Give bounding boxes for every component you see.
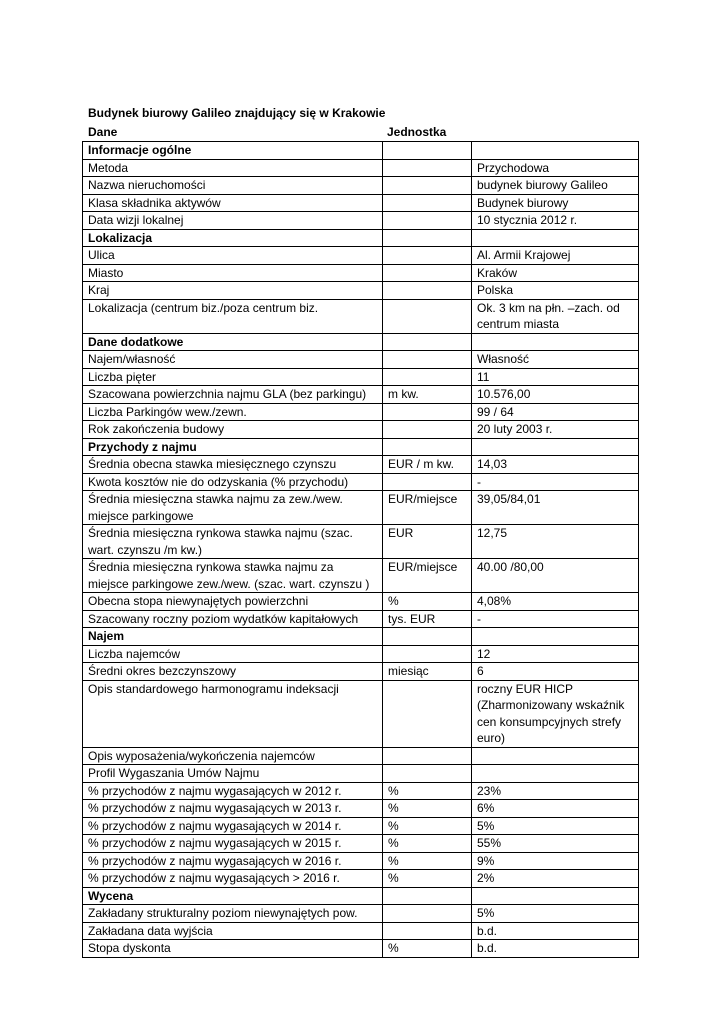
row-label-cell: Średni okres bezczynszowy xyxy=(83,663,383,681)
row-label-cell: Wycena xyxy=(83,887,383,905)
table-row xyxy=(83,593,639,611)
row-value-cell: b.d. xyxy=(472,940,639,958)
row-label-cell: Średnia miesięczna rynkowa stawka najmu za miejsce parkingowe zew./wew. (szac. wart. czynszu ) xyxy=(83,559,383,593)
row-value-cell: 40.00 /80,00 xyxy=(472,559,639,593)
row-value-cell xyxy=(472,438,639,456)
row-label-cell: Liczba najemców xyxy=(83,645,383,663)
column-header-jednostka: Jednostka xyxy=(387,125,447,139)
row-unit-cell xyxy=(383,299,472,333)
row-label-cell: Lokalizacja (centrum biz./poza centrum biz. xyxy=(83,299,383,333)
row-value-cell: - xyxy=(472,610,639,628)
row-unit-cell xyxy=(383,333,472,351)
row-unit-cell xyxy=(383,765,472,783)
table-row xyxy=(83,747,639,765)
row-value-cell: 5% xyxy=(472,905,639,923)
section-row xyxy=(83,438,639,456)
row-label-cell: Metoda xyxy=(83,159,383,177)
row-unit-cell xyxy=(383,177,472,195)
row-unit-cell xyxy=(383,922,472,940)
row-value-cell: Przychodowa xyxy=(472,159,639,177)
row-value-cell: 55% xyxy=(472,835,639,853)
row-label-cell: Ulica xyxy=(83,247,383,265)
table-row xyxy=(83,403,639,421)
row-unit-cell: tys. EUR xyxy=(383,610,472,628)
row-label-cell: Miasto xyxy=(83,264,383,282)
row-value-cell: 14,03 xyxy=(472,456,639,474)
row-value-cell: 10 stycznia 2012 r. xyxy=(472,212,639,230)
row-value-cell xyxy=(472,765,639,783)
row-label-cell: % przychodów z najmu wygasających w 2012 r. xyxy=(83,782,383,800)
row-value-cell: Polska xyxy=(472,282,639,300)
row-label-cell: Dane dodatkowe xyxy=(83,333,383,351)
row-unit-cell xyxy=(383,229,472,247)
row-value-cell: Al. Armii Krajowej xyxy=(472,247,639,265)
table-row xyxy=(83,852,639,870)
row-label-cell: Szacowany roczny poziom wydatków kapitałowych xyxy=(83,610,383,628)
row-value-cell: 11 xyxy=(472,368,639,386)
row-label-cell: Kraj xyxy=(83,282,383,300)
table-row xyxy=(83,368,639,386)
row-label-cell: Zakładany strukturalny poziom niewynajętych pow. xyxy=(83,905,383,923)
row-unit-cell: EUR/miejsce xyxy=(383,559,472,593)
table-row xyxy=(83,680,639,747)
row-value-cell xyxy=(472,333,639,351)
row-label-cell: Średnia obecna stawka miesięcznego czynszu xyxy=(83,456,383,474)
row-unit-cell xyxy=(383,351,472,369)
document-title: Budynek biurowy Galileo znajdujący się w Krakowie xyxy=(88,106,386,120)
row-unit-cell xyxy=(383,142,472,160)
table-row xyxy=(83,559,639,593)
section-row xyxy=(83,229,639,247)
row-label-cell: Najem xyxy=(83,628,383,646)
row-label-cell: Kwota kosztów nie do odzyskania (% przychodu) xyxy=(83,473,383,491)
row-label-cell: Liczba Parkingów wew./zewn. xyxy=(83,403,383,421)
table-row xyxy=(83,247,639,265)
row-label-cell: Najem/własność xyxy=(83,351,383,369)
column-header-dane: Dane xyxy=(88,125,118,139)
table-row xyxy=(83,663,639,681)
row-label-cell: Opis wyposażenia/wykończenia najemców xyxy=(83,747,383,765)
row-value-cell: 6% xyxy=(472,800,639,818)
row-value-cell: 5% xyxy=(472,817,639,835)
row-label-cell: Rok zakończenia budowy xyxy=(83,421,383,439)
row-value-cell: Budynek biurowy xyxy=(472,194,639,212)
row-value-cell: 99 / 64 xyxy=(472,403,639,421)
row-value-cell: 2% xyxy=(472,870,639,888)
table-row xyxy=(83,782,639,800)
row-value-cell xyxy=(472,229,639,247)
table-row xyxy=(83,870,639,888)
row-value-cell xyxy=(472,887,639,905)
table-row xyxy=(83,645,639,663)
row-label-cell: % przychodów z najmu wygasających w 2014 r. xyxy=(83,817,383,835)
table-row xyxy=(83,421,639,439)
row-label-cell: % przychodów z najmu wygasających w 2016 r. xyxy=(83,852,383,870)
row-label-cell: Profil Wygaszania Umów Najmu xyxy=(83,765,383,783)
section-row xyxy=(83,142,639,160)
row-unit-cell xyxy=(383,368,472,386)
table-row xyxy=(83,905,639,923)
row-value-cell xyxy=(472,747,639,765)
table-row xyxy=(83,299,639,333)
row-label-cell: Nazwa nieruchomości xyxy=(83,177,383,195)
row-value-cell: 6 xyxy=(472,663,639,681)
row-value-cell: Ok. 3 km na płn. –zach. od centrum miasta xyxy=(472,299,639,333)
row-value-cell xyxy=(472,142,639,160)
row-unit-cell: % xyxy=(383,835,472,853)
section-row xyxy=(83,628,639,646)
table-row xyxy=(83,473,639,491)
table-row xyxy=(83,212,639,230)
table-row xyxy=(83,765,639,783)
row-label-cell: Klasa składnika aktywów xyxy=(83,194,383,212)
row-value-cell: 39,05/84,01 xyxy=(472,491,639,525)
row-label-cell: Liczba pięter xyxy=(83,368,383,386)
table-row xyxy=(83,194,639,212)
row-value-cell xyxy=(472,628,639,646)
table-row xyxy=(83,610,639,628)
table-row xyxy=(83,817,639,835)
row-unit-cell: % xyxy=(383,852,472,870)
row-label-cell: % przychodów z najmu wygasających w 2013 r. xyxy=(83,800,383,818)
table-row xyxy=(83,159,639,177)
row-unit-cell xyxy=(383,159,472,177)
row-value-cell: 4,08% xyxy=(472,593,639,611)
row-value-cell: 20 luty 2003 r. xyxy=(472,421,639,439)
row-label-cell: Informacje ogólne xyxy=(83,142,383,160)
table-row xyxy=(83,282,639,300)
section-row xyxy=(83,887,639,905)
row-value-cell: budynek biurowy Galileo xyxy=(472,177,639,195)
row-label-cell: % przychodów z najmu wygasających > 2016 r. xyxy=(83,870,383,888)
row-unit-cell xyxy=(383,887,472,905)
row-unit-cell xyxy=(383,212,472,230)
row-unit-cell xyxy=(383,194,472,212)
table-row xyxy=(83,456,639,474)
table-row xyxy=(83,491,639,525)
row-unit-cell: EUR/miejsce xyxy=(383,491,472,525)
row-unit-cell xyxy=(383,628,472,646)
row-value-cell: - xyxy=(472,473,639,491)
row-value-cell: Własność xyxy=(472,351,639,369)
table-row xyxy=(83,264,639,282)
row-value-cell: 10.576,00 xyxy=(472,386,639,404)
row-unit-cell: % xyxy=(383,817,472,835)
table-row xyxy=(83,922,639,940)
table-row xyxy=(83,800,639,818)
row-value-cell: b.d. xyxy=(472,922,639,940)
row-label-cell: Lokalizacja xyxy=(83,229,383,247)
row-value-cell: 12 xyxy=(472,645,639,663)
row-unit-cell xyxy=(383,282,472,300)
row-unit-cell xyxy=(383,680,472,747)
property-data-table xyxy=(82,141,639,958)
table-row xyxy=(83,525,639,559)
row-label-cell: Obecna stopa niewynajętych powierzchni xyxy=(83,593,383,611)
table-row xyxy=(83,177,639,195)
row-unit-cell xyxy=(383,645,472,663)
section-row xyxy=(83,333,639,351)
row-label-cell: Przychody z najmu xyxy=(83,438,383,456)
row-value-cell: 12,75 xyxy=(472,525,639,559)
row-unit-cell xyxy=(383,747,472,765)
row-label-cell: Zakładana data wyjścia xyxy=(83,922,383,940)
row-label-cell: Średnia miesięczna stawka najmu za zew./wew. miejsce parkingowe xyxy=(83,491,383,525)
row-unit-cell xyxy=(383,905,472,923)
row-label-cell: Średnia miesięczna rynkowa stawka najmu (szac. wart. czynszu /m kw.) xyxy=(83,525,383,559)
row-value-cell: roczny EUR HICP (Zharmonizowany wskaźnik cen konsumpcyjnych strefy euro) xyxy=(472,680,639,747)
table-row xyxy=(83,351,639,369)
row-unit-cell: % xyxy=(383,940,472,958)
row-unit-cell: % xyxy=(383,782,472,800)
table-row xyxy=(83,835,639,853)
row-unit-cell: EUR / m kw. xyxy=(383,456,472,474)
row-unit-cell: % xyxy=(383,870,472,888)
row-label-cell: % przychodów z najmu wygasających w 2015 r. xyxy=(83,835,383,853)
row-unit-cell: m kw. xyxy=(383,386,472,404)
row-unit-cell: miesiąc xyxy=(383,663,472,681)
table-row xyxy=(83,940,639,958)
row-unit-cell xyxy=(383,247,472,265)
row-value-cell: 23% xyxy=(472,782,639,800)
row-unit-cell xyxy=(383,403,472,421)
row-label-cell: Opis standardowego harmonogramu indeksacji xyxy=(83,680,383,747)
row-label-cell: Stopa dyskonta xyxy=(83,940,383,958)
row-unit-cell: % xyxy=(383,593,472,611)
row-value-cell: 9% xyxy=(472,852,639,870)
row-unit-cell xyxy=(383,473,472,491)
table-row xyxy=(83,386,639,404)
row-unit-cell xyxy=(383,421,472,439)
row-unit-cell xyxy=(383,264,472,282)
row-value-cell: Kraków xyxy=(472,264,639,282)
row-unit-cell: EUR xyxy=(383,525,472,559)
row-label-cell: Szacowana powierzchnia najmu GLA (bez parkingu) xyxy=(83,386,383,404)
row-label-cell: Data wizji lokalnej xyxy=(83,212,383,230)
row-unit-cell xyxy=(383,438,472,456)
row-unit-cell: % xyxy=(383,800,472,818)
